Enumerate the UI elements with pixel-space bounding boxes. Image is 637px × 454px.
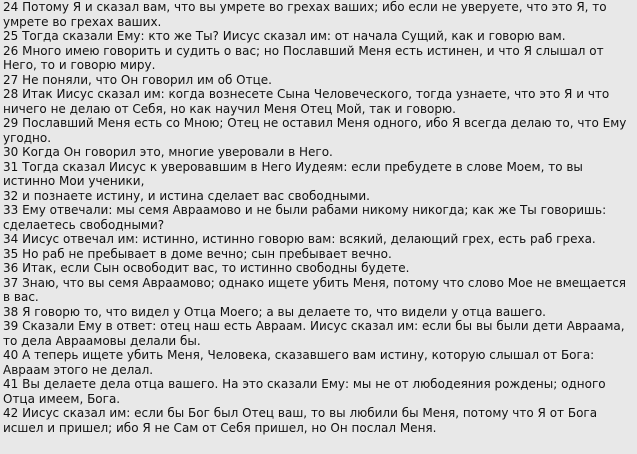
verse-36: 36 Итак, если Сын освободит вас, то истинно свободны будете.: [3, 261, 410, 275]
verse-42: 42 Иисус сказал им: если бы Бог был Отец ваш, то вы любили бы Меня, потому что Я от Бога исшел и пришел; ибо Я не Сам от Себя пришел, но Он послал Меня.: [3, 406, 598, 435]
verse-31: 31 Тогда сказал Иисус к уверовавшим в Него Иудеям: если пребудете в слове Моем, то вы истинно Мои ученики,: [3, 159, 583, 188]
verse-26: 26 Много имею говорить и судить о вас; но Пославший Меня есть истинен, и что Я слышал от Него, то и говорю миру.: [3, 43, 604, 72]
verse-38: 38 Я говорю то, что видел у Отца Моего; а вы делаете то, что видели у отца вашего.: [3, 304, 546, 319]
verse-27: 27 Не поняли, что Он говорил им об Отце.: [3, 72, 272, 87]
verse-37: 37 Знаю, что вы семя Авраамово; однако ищете убить Меня, потому что слово Мое не вмещается в вас.: [3, 275, 627, 304]
verse-40: 40 А теперь ищете убить Меня, Человека, сказавшего вам истину, которую слышал от Бога: Авраам этого не делал.: [3, 348, 595, 377]
verse-34: 34 Иисус отвечал им: истинно, истинно говорю вам: всякий, делающий грех, есть раб греха.: [3, 232, 596, 246]
verse-30: 30 Когда Он говорил это, многие уверовали в Него.: [3, 145, 333, 159]
verse-41: 41 Вы делаете дела отца вашего. На это сказали Ему: мы не от любодеяния рождены; одного Отца имеем, Бога.: [3, 377, 606, 406]
verse-35: 35 Но раб не пребывает в доме вечно; сын пребывает вечно.: [3, 246, 392, 261]
verse-25: 25 Тогда сказали Ему: кто же Ты? Иисус сказал им: от начала Сущий, как и говорю вам.: [3, 29, 566, 43]
verse-28: 28 Итак Иисус сказал им: когда вознесете Сына Человеческого, тогда узнаете, что это Я и что ничего не делаю от Себя, но как научил Меня Отец Мой, так и говорю.: [3, 87, 610, 116]
verse-32: 32 и познаете истину, и истина сделает вас свободными.: [3, 188, 370, 203]
verse-24: 24 Потому Я и сказал вам, что вы умрете во грехах ваших; ибо если не уверуете, что это Я, то умрете во грехах ваших.: [3, 0, 607, 29]
verse-39: 39 Сказали Ему в ответ: отец наш есть Авраам. Иисус сказал им: если бы вы были дети Авраама, то дела Авраамовы делали бы.: [3, 319, 625, 348]
verse-29: 29 Пославший Меня есть со Мною; Отец не оставил Меня одного, ибо Я всегда делаю то, что Ему угодно.: [3, 116, 627, 145]
verse-33: 33 Ему отвечали: мы семя Авраамово и не были рабами никому никогда; как же Ты говоришь: сделаетесь свободными?: [3, 203, 607, 232]
